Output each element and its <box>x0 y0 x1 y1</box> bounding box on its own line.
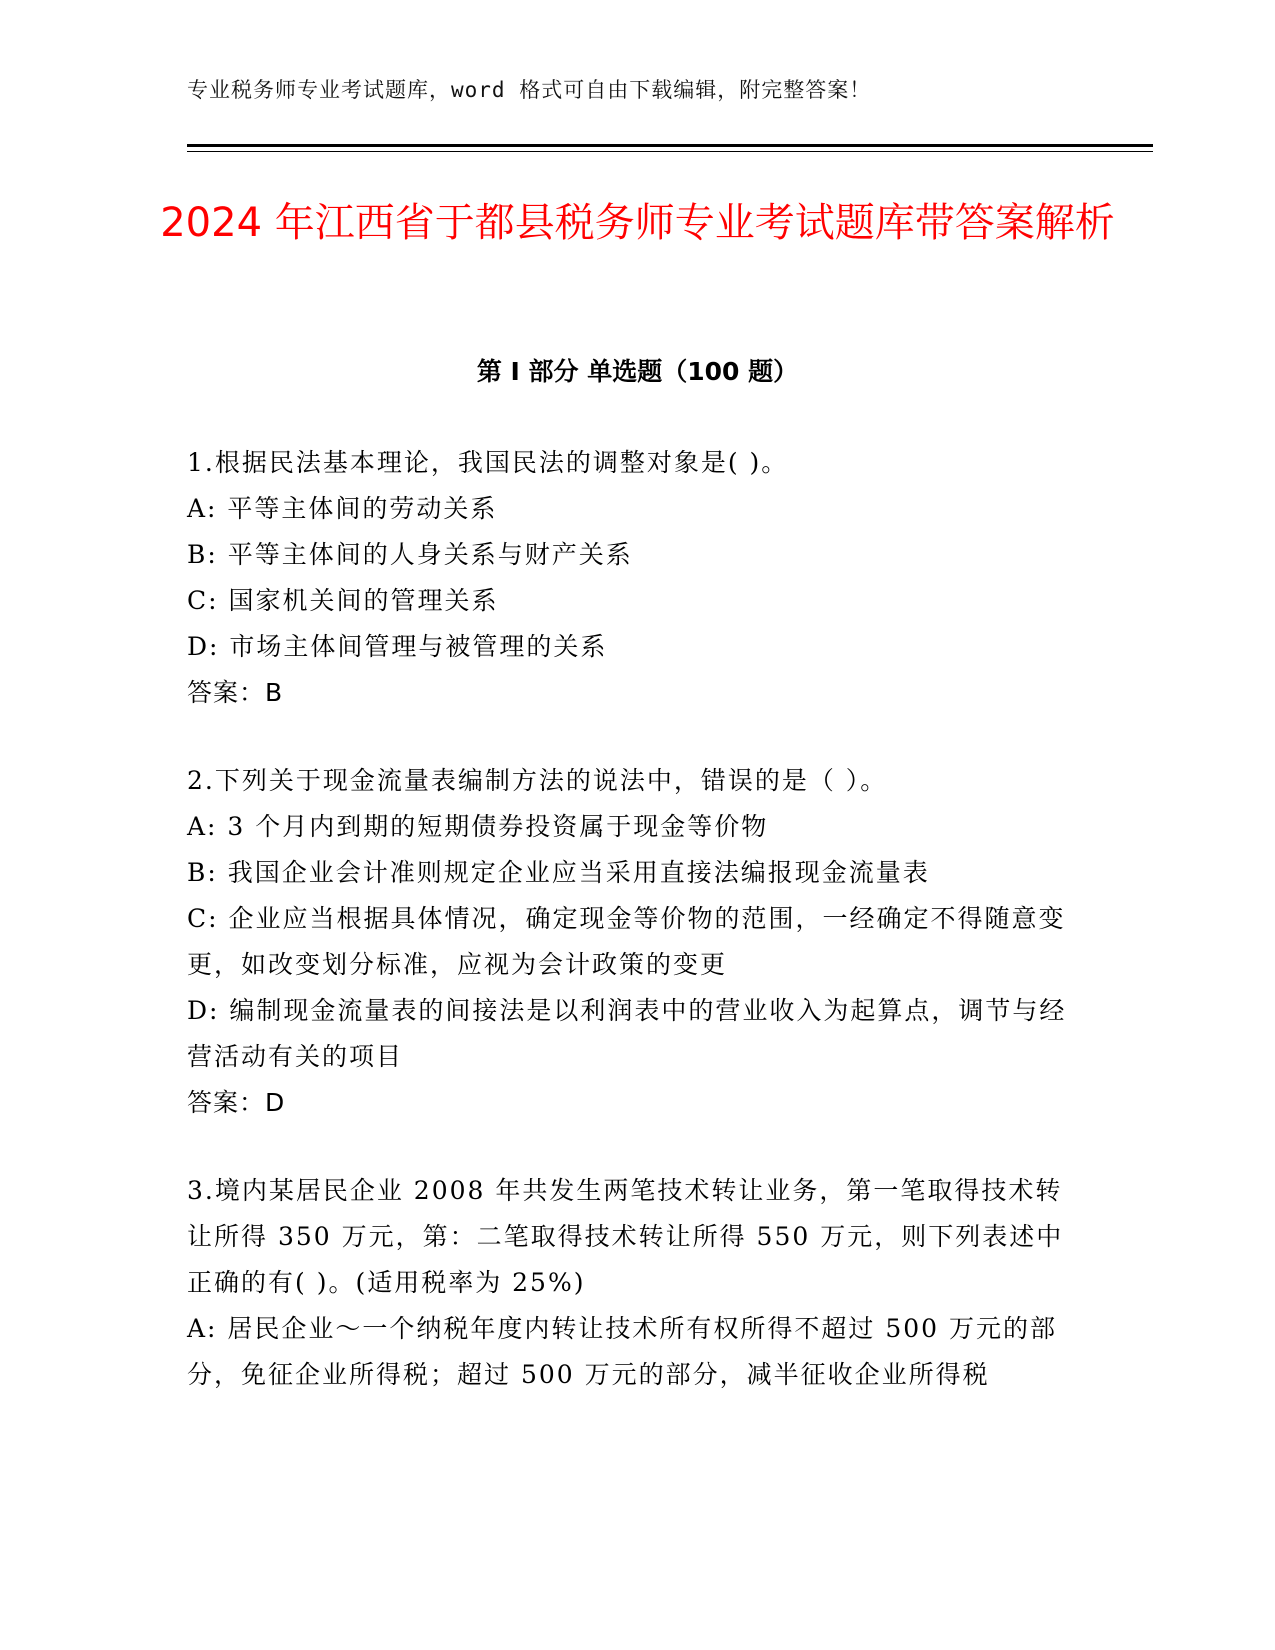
option-d: D: 编制现金流量表的间接法是以利润表中的营业收入为起算点，调节与经营活动有关的项目 <box>187 996 1067 1071</box>
document-title: 2024 年江西省于都县税务师专业考试题库带答案解析 <box>160 200 1115 246</box>
answer: 答案：D <box>187 1088 286 1117</box>
question-stem: 1.根据民法基本理论，我国民法的调整对象是( )。 <box>187 448 789 477</box>
option-c: C: 企业应当根据具体情况，确定现金等价物的范围，一经确定不得随意变更，如改变划分标准，应视为会计政策的变更 <box>187 904 1066 979</box>
question-3 <box>187 1168 1087 1398</box>
option-b: B: 平等主体间的人身关系与财产关系 <box>187 540 633 569</box>
header-rule-thick <box>187 144 1153 147</box>
option-a: A: 居民企业～一个纳税年度内转让技术所有权所得不超过 500 万元的部分，免征企业所得税；超过 500 万元的部分，减半征收企业所得税 <box>187 1314 1058 1389</box>
answer: 答案：B <box>187 678 284 707</box>
section-heading: 第 I 部分 单选题（100 题） <box>476 357 799 386</box>
option-a: A: 平等主体间的劳动关系 <box>187 494 498 523</box>
option-c: C: 国家机关间的管理关系 <box>187 586 499 615</box>
header-rule-thin <box>187 151 1153 152</box>
question-list <box>187 440 1087 1440</box>
question-1 <box>187 440 1087 716</box>
question-stem: 2.下列关于现金流量表编制方法的说法中，错误的是（ ）。 <box>187 766 888 795</box>
question-stem: 3.境内某居民企业 2008 年共发生两笔技术转让业务，第一笔取得技术转让所得 350 万元，第：二笔取得技术转让所得 550 万元，则下列表述中正确的有( )。(适用税率为 25%) <box>187 1176 1064 1297</box>
header-note: 专业税务师专业考试题库，word 格式可自由下载编辑，附完整答案！ <box>187 78 872 102</box>
option-a: A: 3 个月内到期的短期债券投资属于现金等价物 <box>187 812 769 841</box>
option-b: B: 我国企业会计准则规定企业应当采用直接法编报现金流量表 <box>187 858 930 887</box>
option-d: D: 市场主体间管理与被管理的关系 <box>187 632 608 661</box>
question-2 <box>187 758 1087 1126</box>
